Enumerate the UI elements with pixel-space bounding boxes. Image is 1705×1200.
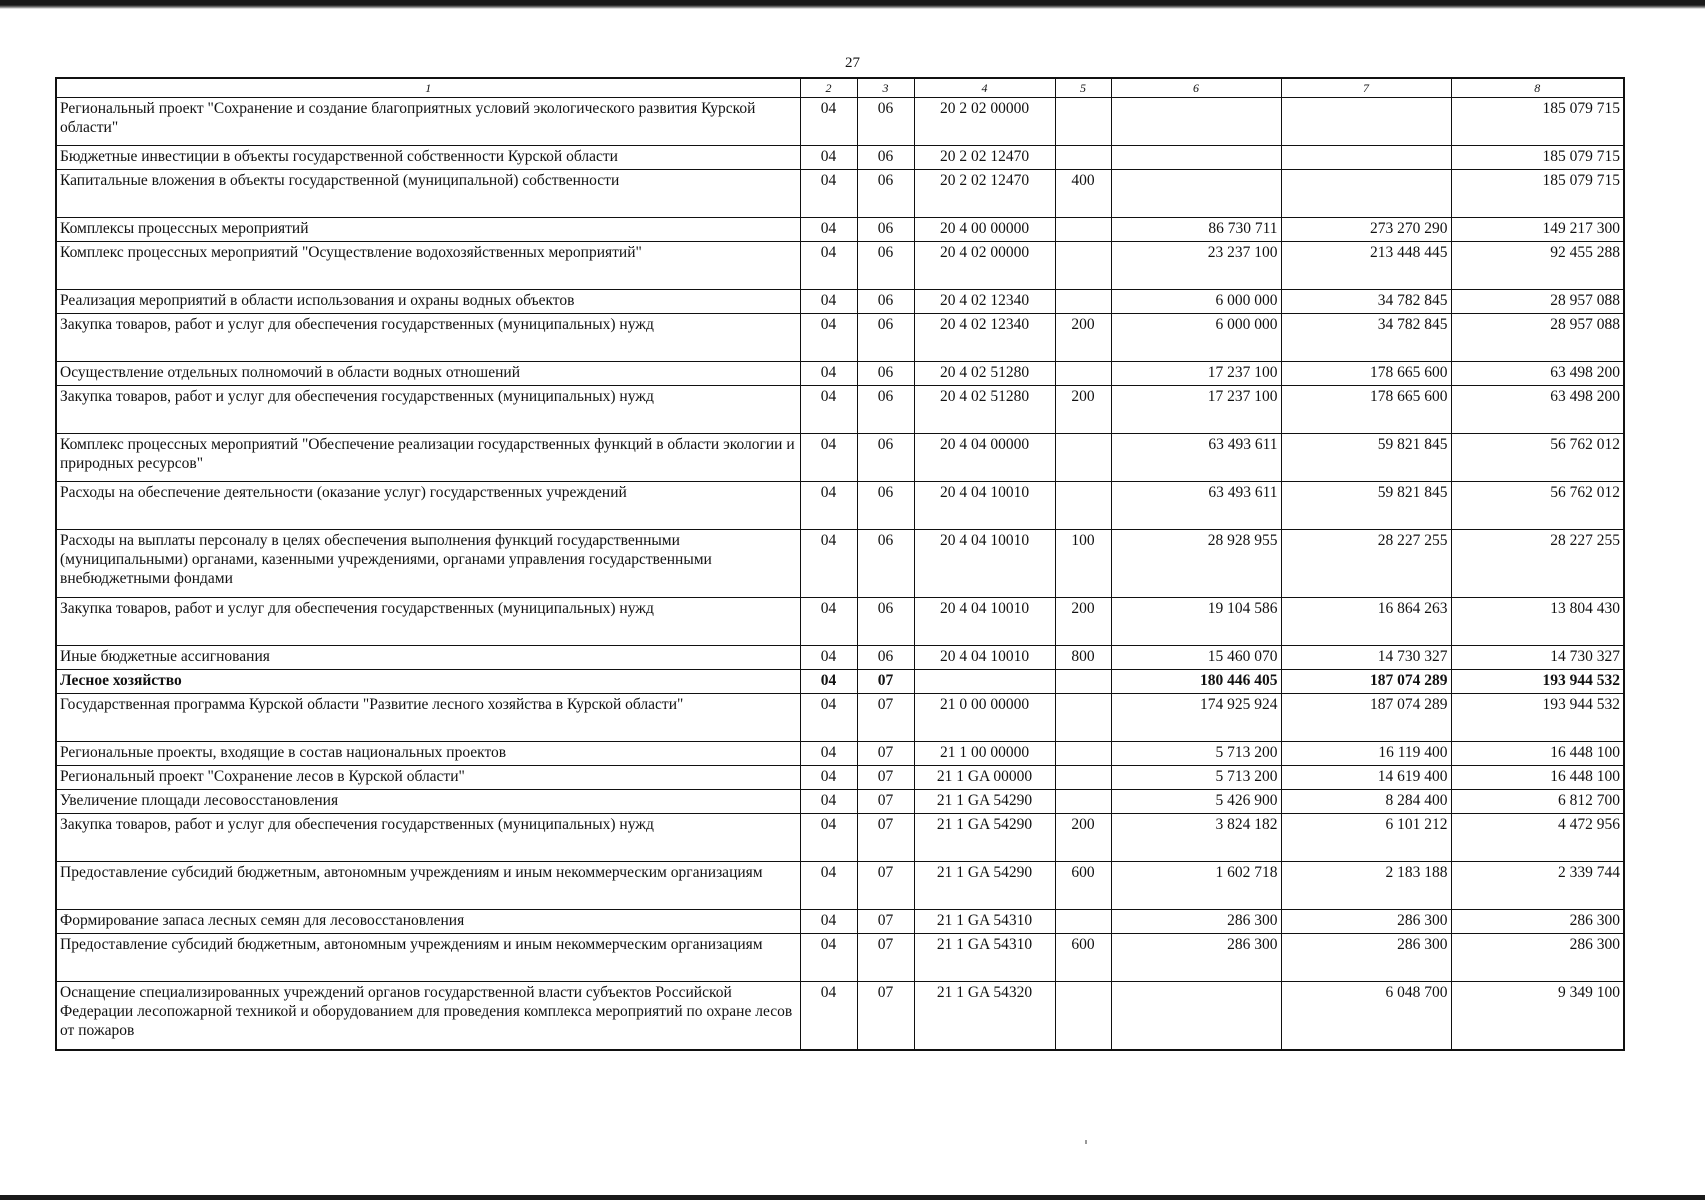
- row-target-code: 20 4 04 10010: [914, 598, 1055, 646]
- scan-bottom-edge: [0, 1195, 1705, 1200]
- row-name: Закупка товаров, работ и услуг для обеспечения государственных (муниципальных) нужд: [56, 386, 800, 434]
- row-expense-type: [1055, 982, 1111, 1050]
- row-name: Комплекс процессных мероприятий "Обеспечение реализации государственных функций в области экологии и природных ресурсов": [56, 434, 800, 482]
- row-section-code: 04: [800, 362, 857, 386]
- row-subsection-code: 07: [857, 694, 914, 742]
- row-section-code: 04: [800, 98, 857, 146]
- row-target-code: 21 1 GA 54320: [914, 982, 1055, 1050]
- row-amount-col8: 4 472 956: [1451, 814, 1624, 862]
- row-name: Осуществление отдельных полномочий в области водных отношений: [56, 362, 800, 386]
- row-amount-col6: 15 460 070: [1111, 646, 1281, 670]
- row-amount-col6: [1111, 146, 1281, 170]
- row-amount-col7: [1281, 98, 1451, 146]
- row-section-code: 04: [800, 670, 857, 694]
- row-subsection-code: 07: [857, 670, 914, 694]
- row-amount-col7: 34 782 845: [1281, 290, 1451, 314]
- row-target-code: 21 1 GA 54290: [914, 790, 1055, 814]
- row-expense-type: [1055, 290, 1111, 314]
- row-target-code: 20 4 02 00000: [914, 242, 1055, 290]
- row-expense-type: [1055, 482, 1111, 530]
- row-expense-type: 600: [1055, 934, 1111, 982]
- row-subsection-code: 06: [857, 290, 914, 314]
- row-expense-type: [1055, 98, 1111, 146]
- row-target-code: 21 1 00 00000: [914, 742, 1055, 766]
- page-number: 27: [845, 55, 860, 71]
- row-section-code: 04: [800, 598, 857, 646]
- row-subsection-code: 07: [857, 814, 914, 862]
- row-target-code: 21 1 GA 54310: [914, 934, 1055, 982]
- table-row: [56, 790, 1624, 814]
- row-amount-col8: 56 762 012: [1451, 434, 1624, 482]
- row-target-code: 20 4 02 51280: [914, 362, 1055, 386]
- row-amount-col7: 14 730 327: [1281, 646, 1451, 670]
- row-amount-col6: 19 104 586: [1111, 598, 1281, 646]
- row-amount-col8: 149 217 300: [1451, 218, 1624, 242]
- table-row: [56, 290, 1624, 314]
- row-amount-col6: 17 237 100: [1111, 386, 1281, 434]
- row-section-code: 04: [800, 218, 857, 242]
- row-subsection-code: 06: [857, 386, 914, 434]
- row-amount-col6: 3 824 182: [1111, 814, 1281, 862]
- table-row: [56, 598, 1624, 646]
- row-amount-col7: 273 270 290: [1281, 218, 1451, 242]
- row-expense-type: 200: [1055, 386, 1111, 434]
- row-name: Расходы на выплаты персоналу в целях обеспечения выполнения функций государственными (муниципальными) органами, казенными учреждениями, органами управления государственными внебюджетными фондами: [56, 530, 800, 598]
- row-name: Региональный проект "Сохранение и создание благоприятных условий экологического развития Курской области": [56, 98, 800, 146]
- row-expense-type: 200: [1055, 314, 1111, 362]
- row-name: Комплексы процессных мероприятий: [56, 218, 800, 242]
- row-expense-type: 600: [1055, 862, 1111, 910]
- row-subsection-code: 06: [857, 170, 914, 218]
- row-subsection-code: 06: [857, 146, 914, 170]
- row-expense-type: 800: [1055, 646, 1111, 670]
- row-expense-type: [1055, 218, 1111, 242]
- row-target-code: [914, 670, 1055, 694]
- row-name: Расходы на обеспечение деятельности (оказание услуг) государственных учреждений: [56, 482, 800, 530]
- row-target-code: 20 4 04 10010: [914, 646, 1055, 670]
- row-amount-col7: 59 821 845: [1281, 434, 1451, 482]
- row-amount-col6: 5 713 200: [1111, 742, 1281, 766]
- row-section-code: 04: [800, 530, 857, 598]
- row-amount-col7: 286 300: [1281, 934, 1451, 982]
- row-amount-col7: 213 448 445: [1281, 242, 1451, 290]
- row-amount-col6: 174 925 924: [1111, 694, 1281, 742]
- row-amount-col6: 1 602 718: [1111, 862, 1281, 910]
- row-amount-col6: 5 713 200: [1111, 766, 1281, 790]
- row-amount-col8: 193 944 532: [1451, 670, 1624, 694]
- column-number: 5: [1055, 78, 1111, 98]
- row-subsection-code: 06: [857, 530, 914, 598]
- row-amount-col8: 286 300: [1451, 910, 1624, 934]
- row-target-code: 21 0 00 00000: [914, 694, 1055, 742]
- row-section-code: 04: [800, 290, 857, 314]
- row-amount-col8: 16 448 100: [1451, 766, 1624, 790]
- table-row: [56, 242, 1624, 290]
- row-amount-col6: [1111, 982, 1281, 1050]
- table-row: [56, 646, 1624, 670]
- table-row: [56, 934, 1624, 982]
- row-expense-type: 200: [1055, 814, 1111, 862]
- row-name: Формирование запаса лесных семян для лесовосстановления: [56, 910, 800, 934]
- row-amount-col7: 28 227 255: [1281, 530, 1451, 598]
- row-amount-col7: [1281, 146, 1451, 170]
- row-amount-col7: 14 619 400: [1281, 766, 1451, 790]
- row-target-code: 20 2 02 12470: [914, 170, 1055, 218]
- row-name: Закупка товаров, работ и услуг для обеспечения государственных (муниципальных) нужд: [56, 814, 800, 862]
- row-section-code: 04: [800, 982, 857, 1050]
- table-row: [56, 482, 1624, 530]
- row-amount-col6: 6 000 000: [1111, 290, 1281, 314]
- row-target-code: 20 2 02 12470: [914, 146, 1055, 170]
- row-section-code: 04: [800, 910, 857, 934]
- row-amount-col6: 28 928 955: [1111, 530, 1281, 598]
- column-number: 3: [857, 78, 914, 98]
- row-amount-col7: [1281, 170, 1451, 218]
- row-subsection-code: 06: [857, 218, 914, 242]
- row-target-code: 20 4 04 10010: [914, 530, 1055, 598]
- column-number-row: [56, 78, 1624, 98]
- row-expense-type: [1055, 242, 1111, 290]
- row-amount-col7: 6 048 700: [1281, 982, 1451, 1050]
- row-amount-col8: 28 957 088: [1451, 314, 1624, 362]
- row-expense-type: [1055, 790, 1111, 814]
- row-subsection-code: 06: [857, 482, 914, 530]
- row-subsection-code: 07: [857, 766, 914, 790]
- row-target-code: 21 1 GA 54310: [914, 910, 1055, 934]
- row-amount-col6: 180 446 405: [1111, 670, 1281, 694]
- row-section-code: 04: [800, 934, 857, 982]
- row-amount-col8: 185 079 715: [1451, 170, 1624, 218]
- row-amount-col6: [1111, 98, 1281, 146]
- row-subsection-code: 07: [857, 790, 914, 814]
- row-name: Закупка товаров, работ и услуг для обеспечения государственных (муниципальных) нужд: [56, 598, 800, 646]
- row-amount-col8: 14 730 327: [1451, 646, 1624, 670]
- table-row: [56, 218, 1624, 242]
- row-target-code: 20 4 04 00000: [914, 434, 1055, 482]
- row-amount-col8: 92 455 288: [1451, 242, 1624, 290]
- row-subsection-code: 06: [857, 598, 914, 646]
- table-row: [56, 386, 1624, 434]
- row-section-code: 04: [800, 482, 857, 530]
- row-amount-col8: 63 498 200: [1451, 362, 1624, 386]
- row-amount-col6: 286 300: [1111, 910, 1281, 934]
- row-amount-col6: 63 493 611: [1111, 482, 1281, 530]
- row-target-code: 21 1 GA 00000: [914, 766, 1055, 790]
- row-name: Иные бюджетные ассигнования: [56, 646, 800, 670]
- table-row: [56, 694, 1624, 742]
- table-body: [56, 78, 1624, 1050]
- row-expense-type: 100: [1055, 530, 1111, 598]
- row-section-code: 04: [800, 694, 857, 742]
- row-amount-col8: 16 448 100: [1451, 742, 1624, 766]
- row-subsection-code: 07: [857, 910, 914, 934]
- row-amount-col7: 16 119 400: [1281, 742, 1451, 766]
- row-amount-col8: 28 227 255: [1451, 530, 1624, 598]
- row-amount-col8: 185 079 715: [1451, 146, 1624, 170]
- row-target-code: 20 4 04 10010: [914, 482, 1055, 530]
- row-subsection-code: 06: [857, 242, 914, 290]
- scan-top-edge: [0, 0, 1705, 9]
- row-amount-col6: 6 000 000: [1111, 314, 1281, 362]
- row-expense-type: [1055, 146, 1111, 170]
- row-section-code: 04: [800, 646, 857, 670]
- row-section-code: 04: [800, 170, 857, 218]
- row-subsection-code: 07: [857, 862, 914, 910]
- row-amount-col7: 286 300: [1281, 910, 1451, 934]
- row-subsection-code: 06: [857, 362, 914, 386]
- row-target-code: 20 4 00 00000: [914, 218, 1055, 242]
- row-name: Государственная программа Курской области "Развитие лесного хозяйства в Курской области": [56, 694, 800, 742]
- row-amount-col6: 17 237 100: [1111, 362, 1281, 386]
- row-subsection-code: 06: [857, 314, 914, 362]
- table-row: [56, 314, 1624, 362]
- row-section-code: 04: [800, 242, 857, 290]
- row-target-code: 21 1 GA 54290: [914, 862, 1055, 910]
- row-amount-col8: 56 762 012: [1451, 482, 1624, 530]
- table-row: [56, 982, 1624, 1050]
- table-row: [56, 742, 1624, 766]
- row-expense-type: [1055, 742, 1111, 766]
- row-section-code: 04: [800, 790, 857, 814]
- row-amount-col6: 63 493 611: [1111, 434, 1281, 482]
- row-section-code: 04: [800, 766, 857, 790]
- row-name: Закупка товаров, работ и услуг для обеспечения государственных (муниципальных) нужд: [56, 314, 800, 362]
- column-number: 7: [1281, 78, 1451, 98]
- table-row: [56, 910, 1624, 934]
- row-amount-col6: 286 300: [1111, 934, 1281, 982]
- row-amount-col6: [1111, 170, 1281, 218]
- column-number: 8: [1451, 78, 1624, 98]
- row-target-code: 20 4 02 51280: [914, 386, 1055, 434]
- row-name: Бюджетные инвестиции в объекты государственной собственности Курской области: [56, 146, 800, 170]
- row-amount-col7: 2 183 188: [1281, 862, 1451, 910]
- row-amount-col8: 9 349 100: [1451, 982, 1624, 1050]
- row-section-code: 04: [800, 814, 857, 862]
- row-expense-type: [1055, 766, 1111, 790]
- row-name: Капитальные вложения в объекты государственной (муниципальной) собственности: [56, 170, 800, 218]
- row-name: Лесное хозяйство: [56, 670, 800, 694]
- row-amount-col7: 187 074 289: [1281, 670, 1451, 694]
- budget-table: [55, 77, 1625, 1051]
- table-row: [56, 98, 1624, 146]
- row-amount-col8: 13 804 430: [1451, 598, 1624, 646]
- row-name: Реализация мероприятий в области использования и охраны водных объектов: [56, 290, 800, 314]
- table-row: [56, 862, 1624, 910]
- row-name: Увеличение площади лесовосстановления: [56, 790, 800, 814]
- row-amount-col8: 63 498 200: [1451, 386, 1624, 434]
- table-row: [56, 814, 1624, 862]
- row-subsection-code: 06: [857, 646, 914, 670]
- row-target-code: 20 4 02 12340: [914, 290, 1055, 314]
- row-section-code: 04: [800, 434, 857, 482]
- row-amount-col6: 86 730 711: [1111, 218, 1281, 242]
- row-expense-type: [1055, 362, 1111, 386]
- row-expense-type: [1055, 434, 1111, 482]
- row-amount-col8: 193 944 532: [1451, 694, 1624, 742]
- row-amount-col7: 6 101 212: [1281, 814, 1451, 862]
- row-name: Оснащение специализированных учреждений органов государственной власти субъектов Российской Федерации лесопожарной техникой и оборудованием для проведения комплекса мероприятий по охране лесов от пожаров: [56, 982, 800, 1050]
- row-subsection-code: 07: [857, 742, 914, 766]
- row-name: Комплекс процессных мероприятий "Осуществление водохозяйственных мероприятий": [56, 242, 800, 290]
- row-subsection-code: 06: [857, 434, 914, 482]
- row-subsection-code: 07: [857, 982, 914, 1050]
- table-row: [56, 362, 1624, 386]
- row-amount-col6: 5 426 900: [1111, 790, 1281, 814]
- row-target-code: 20 4 02 12340: [914, 314, 1055, 362]
- column-number: 1: [56, 78, 800, 98]
- scan-speck: [1085, 1140, 1087, 1144]
- row-expense-type: [1055, 910, 1111, 934]
- row-section-code: 04: [800, 314, 857, 362]
- row-amount-col6: 23 237 100: [1111, 242, 1281, 290]
- row-amount-col7: 187 074 289: [1281, 694, 1451, 742]
- column-number: 6: [1111, 78, 1281, 98]
- row-amount-col8: 2 339 744: [1451, 862, 1624, 910]
- table-row: [56, 434, 1624, 482]
- row-amount-col8: 286 300: [1451, 934, 1624, 982]
- row-amount-col8: 28 957 088: [1451, 290, 1624, 314]
- row-amount-col7: 178 665 600: [1281, 362, 1451, 386]
- row-section-code: 04: [800, 742, 857, 766]
- row-target-code: 20 2 02 00000: [914, 98, 1055, 146]
- row-amount-col8: 185 079 715: [1451, 98, 1624, 146]
- row-section-code: 04: [800, 386, 857, 434]
- row-expense-type: [1055, 670, 1111, 694]
- row-name: Региональные проекты, входящие в состав национальных проектов: [56, 742, 800, 766]
- row-target-code: 21 1 GA 54290: [914, 814, 1055, 862]
- column-number: 4: [914, 78, 1055, 98]
- table-row: [56, 530, 1624, 598]
- row-expense-type: 400: [1055, 170, 1111, 218]
- row-subsection-code: 06: [857, 98, 914, 146]
- row-name: Региональный проект "Сохранение лесов в Курской области": [56, 766, 800, 790]
- row-section-code: 04: [800, 146, 857, 170]
- row-subsection-code: 07: [857, 934, 914, 982]
- row-amount-col7: 178 665 600: [1281, 386, 1451, 434]
- row-amount-col7: 16 864 263: [1281, 598, 1451, 646]
- row-amount-col7: 59 821 845: [1281, 482, 1451, 530]
- table-row: [56, 766, 1624, 790]
- table-row: [56, 670, 1624, 694]
- row-expense-type: 200: [1055, 598, 1111, 646]
- row-section-code: 04: [800, 862, 857, 910]
- row-amount-col8: 6 812 700: [1451, 790, 1624, 814]
- row-amount-col7: 8 284 400: [1281, 790, 1451, 814]
- row-name: Предоставление субсидий бюджетным, автономным учреждениям и иным некоммерческим организациям: [56, 862, 800, 910]
- row-expense-type: [1055, 694, 1111, 742]
- column-number: 2: [800, 78, 857, 98]
- table-row: [56, 146, 1624, 170]
- row-name: Предоставление субсидий бюджетным, автономным учреждениям и иным некоммерческим организациям: [56, 934, 800, 982]
- table-row: [56, 170, 1624, 218]
- row-amount-col7: 34 782 845: [1281, 314, 1451, 362]
